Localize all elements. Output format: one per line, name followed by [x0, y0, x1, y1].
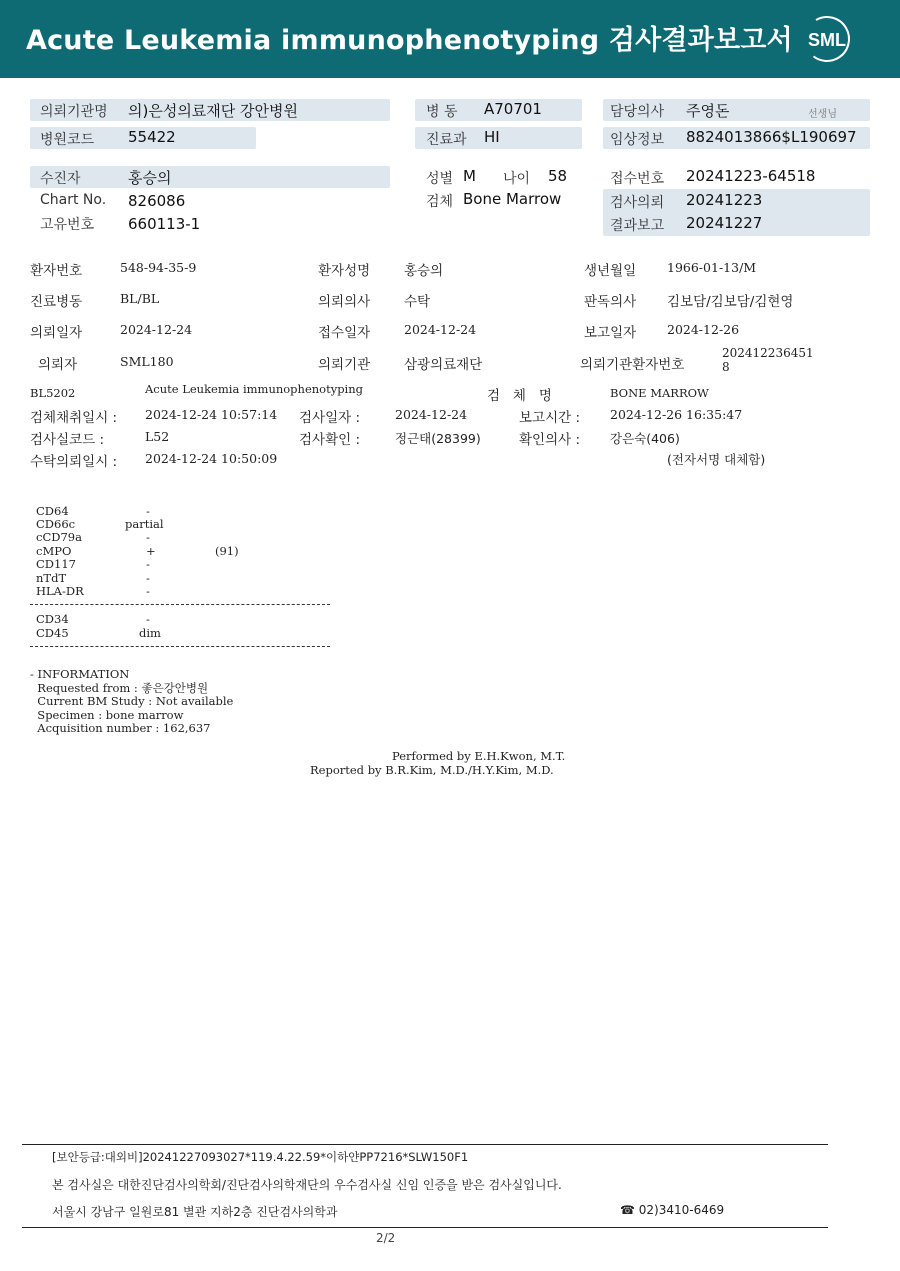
- requester-label: 의뢰자: [38, 357, 78, 373]
- footer-rule-top: [22, 1144, 828, 1145]
- dept-label: 진료과: [426, 132, 467, 148]
- footer-rule-bottom: [22, 1227, 828, 1228]
- info-line: Requested from : 좋은강안병원: [30, 681, 209, 695]
- doctor-label: 담당의사: [610, 104, 665, 120]
- marker-name: nTdT: [36, 571, 67, 585]
- confirm-value: 정근태(28399): [395, 431, 481, 446]
- clinical-label: 임상정보: [610, 132, 665, 148]
- birth-value: 1966-01-13/M: [667, 260, 757, 275]
- esign-note: (전자서명 대체함): [667, 452, 766, 467]
- svg-text:SML: SML: [808, 30, 846, 50]
- specimen-label: 검체: [426, 194, 454, 210]
- rep-date-label: 보고일자: [584, 325, 637, 341]
- inst-patient-no-value: 202412236451: [722, 346, 814, 360]
- age-value: 58: [548, 167, 568, 185]
- marker-result: -: [146, 584, 150, 598]
- patient-value: 홍승의: [128, 169, 172, 187]
- hosp-code-label: 병원코드: [40, 132, 95, 148]
- inst-patient-no-value-2: 8: [722, 360, 730, 374]
- marker-result: dim: [139, 626, 161, 640]
- marker-name: CD34: [36, 612, 69, 626]
- performed-by: Performed by E.H.Kwon, M.T.: [392, 749, 566, 763]
- reception-value: 20241223-64518: [686, 167, 816, 185]
- marker-name: HLA-DR: [36, 584, 84, 598]
- ward-value: A70701: [484, 100, 542, 118]
- chart-value: 826086: [128, 192, 186, 210]
- patient-label: 수진자: [40, 171, 81, 187]
- patient-no-label: 환자번호: [30, 263, 83, 279]
- marker-name: cMPO: [36, 544, 72, 558]
- patient-name-label: 환자성명: [318, 263, 371, 279]
- requester-value: SML180: [120, 354, 174, 369]
- dept-value: HI: [484, 128, 500, 146]
- test-spec-label: 검 체 명: [487, 388, 552, 404]
- req-org-label: 의뢰기관명: [40, 104, 108, 120]
- specimen-value: Bone Marrow: [463, 190, 562, 208]
- reported-by: Reported by B.R.Kim, M.D./H.Y.Kim, M.D.: [310, 763, 554, 777]
- reception-label: 접수번호: [610, 171, 665, 187]
- test-code: BL5202: [30, 386, 76, 400]
- doctor-suffix: 선생님: [808, 109, 837, 120]
- ward-code-value: BL/BL: [120, 291, 160, 306]
- marker-name: CD64: [36, 504, 69, 518]
- birth-label: 생년월일: [584, 263, 637, 279]
- sml-logo: [800, 14, 854, 64]
- recv-date-label: 접수일자: [318, 325, 371, 341]
- sex-value: M: [463, 167, 476, 185]
- marker-name: cCD79a: [36, 530, 82, 544]
- req-doctor-value: 수탁: [404, 294, 431, 310]
- report-date-label: 결과보고: [610, 218, 665, 234]
- marker-result: -: [146, 530, 150, 544]
- receive-label: 수탁의뢰일시 :: [30, 454, 118, 470]
- ward-label: 병 동: [426, 104, 458, 120]
- marker-result: -: [146, 557, 150, 571]
- lab-code-value: L52: [145, 429, 170, 444]
- patient-box: [30, 166, 390, 188]
- marker-result: +: [146, 544, 156, 558]
- info-line: Acquisition number : 162,637: [30, 721, 211, 735]
- req-inst-value: 삼광의료재단: [404, 357, 483, 373]
- reader-value: 김보담/김보담/김현영: [667, 294, 794, 310]
- report-time-value: 2024-12-26 16:35:47: [610, 407, 743, 422]
- hosp-code-value: 55422: [128, 128, 176, 146]
- verify-value: 강은숙(406): [610, 431, 680, 446]
- request-date-label: 검사의뢰: [610, 195, 665, 211]
- verify-label: 확인의사 :: [519, 432, 581, 448]
- divider: [30, 604, 330, 605]
- rep-date-value: 2024-12-26: [667, 322, 740, 337]
- marker-name: CD45: [36, 626, 69, 640]
- marker-name: CD66c: [36, 517, 76, 531]
- marker-extra: (91): [215, 544, 239, 558]
- uid-value: 660113-1: [128, 215, 201, 233]
- marker-result: -: [146, 571, 150, 585]
- info-line: Current BM Study : Not available: [30, 694, 234, 708]
- req-inst-label: 의뢰기관: [318, 357, 371, 373]
- report-title: Acute Leukemia immunophenotyping 검사결과보고서: [26, 25, 793, 56]
- reader-label: 판독의사: [584, 294, 637, 310]
- phone-line: ☎ 02)3410-6469: [620, 1203, 725, 1217]
- security-line: [보안등급:대외비]20241227093027*119.4.22.59*이하얀PP7216*SLW150F1: [52, 1150, 469, 1164]
- receive-value: 2024-12-24 10:50:09: [145, 451, 278, 466]
- address-line: 서울시 강남구 일원로81 별관 지하2층 진단검사의학과: [52, 1205, 338, 1219]
- sex-label: 성별: [426, 171, 454, 187]
- confirm-label: 검사확인 :: [299, 432, 361, 448]
- page-number: 2/2: [376, 1231, 396, 1245]
- patient-name-value: 홍승의: [404, 263, 444, 279]
- test-date-value: 2024-12-24: [395, 407, 468, 422]
- marker-result: -: [146, 504, 150, 518]
- report-time-label: 보고시간 :: [519, 410, 581, 426]
- marker-result: partial: [125, 517, 164, 531]
- test-date-label: 검사일자 :: [299, 410, 361, 426]
- divider: [30, 646, 330, 647]
- info-line: Specimen : bone marrow: [30, 708, 184, 722]
- cert-line: 본 검사실은 대한진단검사의학회/진단검사의학재단의 우수검사실 신임 인증을 받은 검사실입니다.: [52, 1178, 562, 1192]
- test-name: Acute Leukemia immunophenotyping: [145, 382, 364, 396]
- doctor-value: 주영돈: [686, 102, 730, 120]
- recv-date-value: 2024-12-24: [404, 322, 477, 337]
- req-org-value: 의)은성의료재단 강안병원: [128, 102, 299, 120]
- req-date-value: 2024-12-24: [120, 322, 193, 337]
- chart-label: Chart No.: [40, 192, 107, 208]
- info-line: - INFORMATION: [30, 667, 130, 681]
- patient-no-value: 548-94-35-9: [120, 260, 197, 275]
- clinical-value: 8824013866$L190697: [686, 128, 857, 146]
- age-label: 나이: [503, 171, 531, 187]
- uid-label: 고유번호: [40, 217, 95, 233]
- marker-name: CD117: [36, 557, 76, 571]
- lab-code-label: 검사실코드 :: [30, 432, 105, 448]
- req-doctor-label: 의뢰의사: [318, 294, 371, 310]
- report-date-value: 20241227: [686, 214, 763, 232]
- report-header: [0, 0, 900, 78]
- marker-result: -: [146, 612, 150, 626]
- test-spec-value: BONE MARROW: [610, 386, 709, 400]
- ward-code-label: 진료병동: [30, 294, 83, 310]
- request-date-value: 20241223: [686, 191, 763, 209]
- collect-label: 검체채취일시 :: [30, 410, 118, 426]
- inst-patient-no-label: 의뢰기관환자번호: [580, 357, 685, 373]
- req-date-label: 의뢰일자: [30, 325, 83, 341]
- collect-value: 2024-12-24 10:57:14: [145, 407, 278, 422]
